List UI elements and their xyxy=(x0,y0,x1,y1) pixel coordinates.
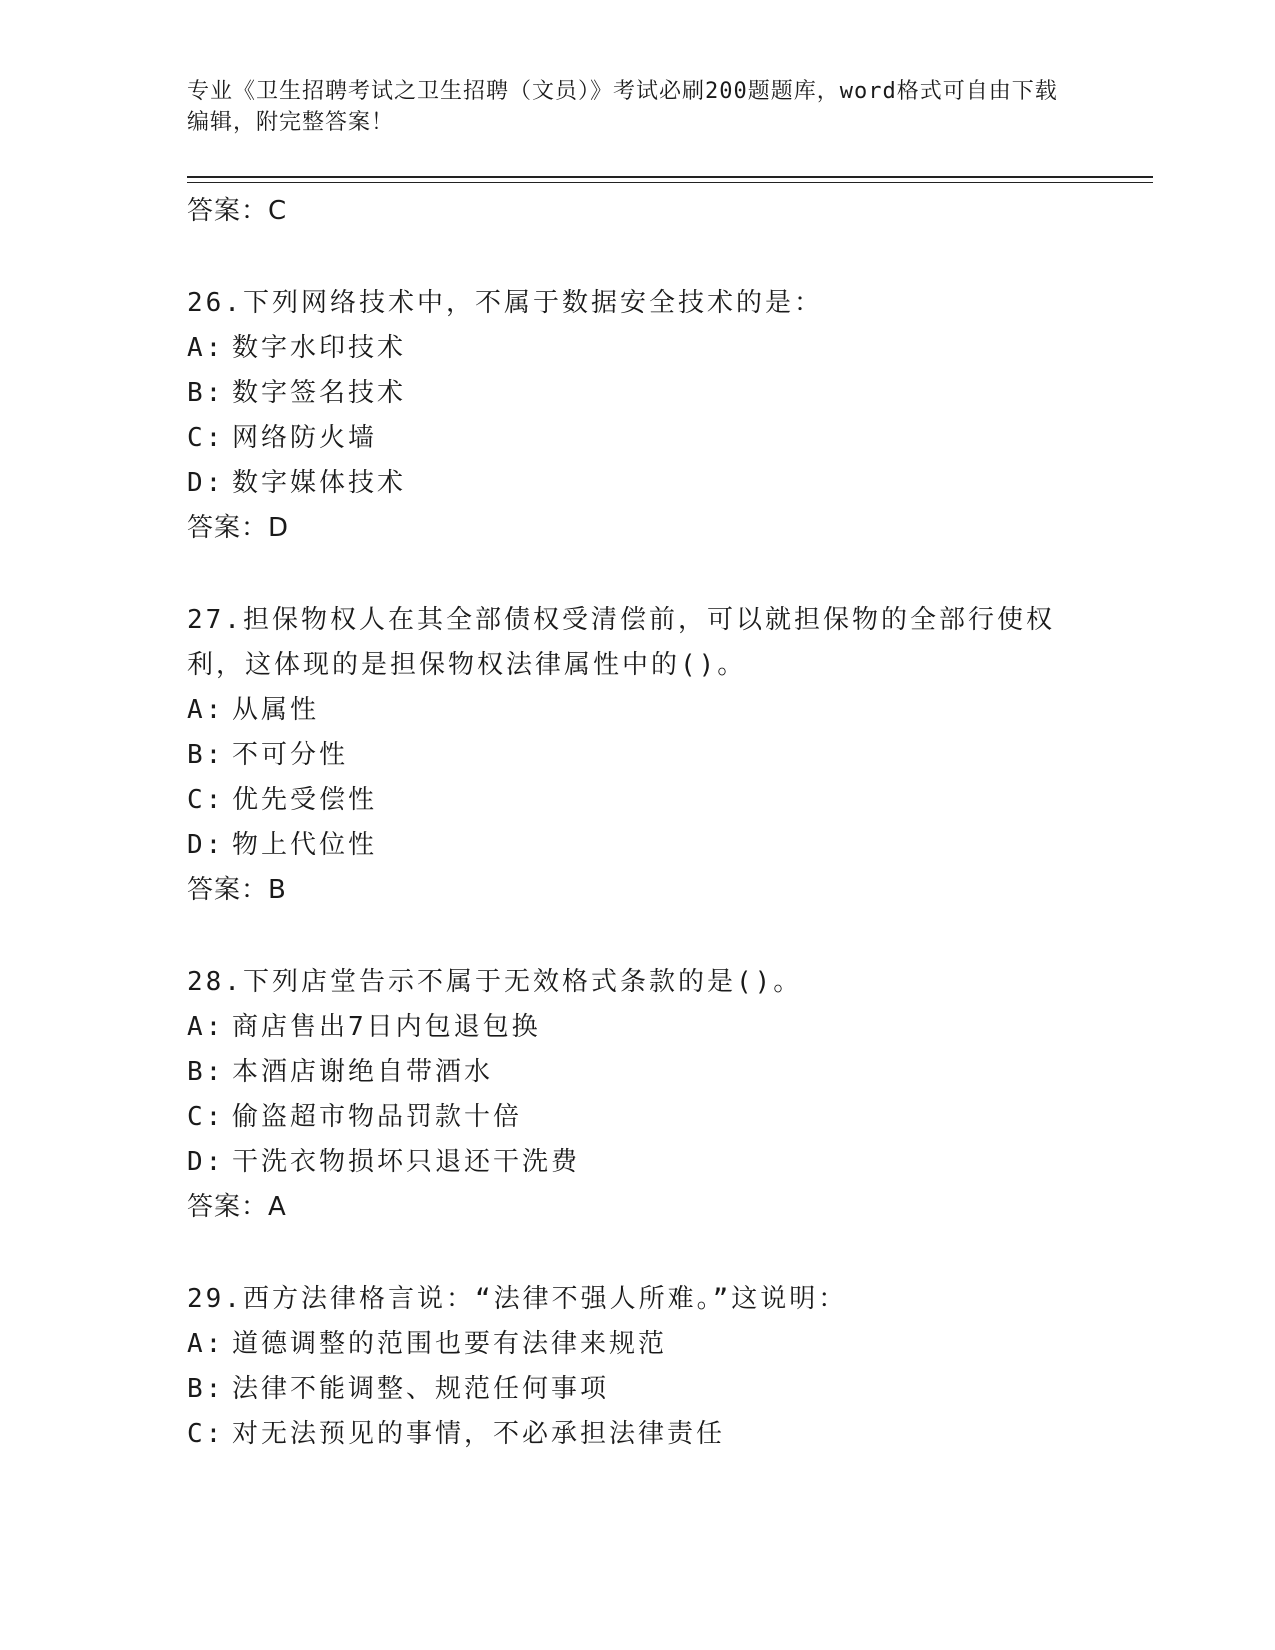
header-divider-thin xyxy=(187,182,1153,183)
option-c xyxy=(187,778,1087,823)
option-letter: D: xyxy=(187,468,225,498)
option-b xyxy=(187,1050,1087,1095)
option-a xyxy=(187,1005,1087,1050)
answer-line: 答案：D xyxy=(187,513,290,543)
option-d xyxy=(187,461,1087,506)
option-a xyxy=(187,326,1087,371)
option-letter: A: xyxy=(187,1329,225,1359)
option-letter: C: xyxy=(187,423,225,453)
answer-line: 答案：A xyxy=(187,1192,287,1222)
question-item xyxy=(187,1277,1087,1457)
option-text: 网络防火墙 xyxy=(232,423,378,453)
option-letter: A: xyxy=(187,695,225,725)
option-letter: C: xyxy=(187,1419,225,1449)
option-text: 本酒店谢绝自带酒水 xyxy=(232,1057,494,1087)
option-d xyxy=(187,1140,1087,1185)
option-a xyxy=(187,688,1087,733)
question-text: 29.西方法律格言说：“法律不强人所难。”这说明： xyxy=(187,1284,848,1314)
option-letter: B: xyxy=(187,1057,225,1087)
option-text: 优先受偿性 xyxy=(232,785,378,815)
question-list xyxy=(187,189,1087,1457)
header-divider-thick xyxy=(187,176,1153,178)
option-text: 从属性 xyxy=(232,695,320,725)
option-text: 对无法预见的事情，不必承担法律责任 xyxy=(232,1419,726,1449)
option-c xyxy=(187,416,1087,461)
option-letter: B: xyxy=(187,1374,225,1404)
answer-line: 答案：C xyxy=(187,196,288,226)
option-text: 不可分性 xyxy=(232,740,349,770)
question-item xyxy=(187,960,1087,1230)
option-c xyxy=(187,1095,1087,1140)
option-text: 数字媒体技术 xyxy=(232,468,407,498)
answer-line: 答案：B xyxy=(187,875,287,905)
option-a xyxy=(187,1322,1087,1367)
option-letter: A: xyxy=(187,1012,225,1042)
option-text: 商店售出7日内包退包换 xyxy=(232,1012,541,1042)
option-text: 道德调整的范围也要有法律来规范 xyxy=(232,1329,668,1359)
question-item xyxy=(187,281,1087,551)
option-text: 法律不能调整、规范任何事项 xyxy=(232,1374,610,1404)
question-text: 26.下列网络技术中，不属于数据安全技术的是： xyxy=(187,288,823,318)
question-text: 28.下列店堂告示不属于无效格式条款的是()。 xyxy=(187,967,803,997)
option-letter: B: xyxy=(187,740,225,770)
option-letter: D: xyxy=(187,1147,225,1177)
option-text: 偷盗超市物品罚款十倍 xyxy=(232,1102,523,1132)
option-c xyxy=(187,1412,1087,1457)
option-text: 数字签名技术 xyxy=(232,378,407,408)
option-letter: D: xyxy=(187,830,225,860)
option-d xyxy=(187,823,1087,868)
option-text: 物上代位性 xyxy=(232,830,378,860)
question-item xyxy=(187,598,1087,913)
option-text: 数字水印技术 xyxy=(232,333,407,363)
option-b xyxy=(187,733,1087,778)
option-letter: A: xyxy=(187,333,225,363)
page-header-title: 专业《卫生招聘考试之卫生招聘（文员）》考试必刷200题题库，word格式可自由下载编辑，附完整答案！ xyxy=(187,79,1058,135)
option-letter: B: xyxy=(187,378,225,408)
option-text: 干洗衣物损坏只退还干洗费 xyxy=(232,1147,581,1177)
option-letter: C: xyxy=(187,785,225,815)
option-b xyxy=(187,371,1087,416)
option-b xyxy=(187,1367,1087,1412)
option-letter: C: xyxy=(187,1102,225,1132)
question-text: 27.担保物权人在其全部债权受清偿前，可以就担保物的全部行使权利，这体现的是担保物权法律属性中的()。 xyxy=(187,605,1055,680)
